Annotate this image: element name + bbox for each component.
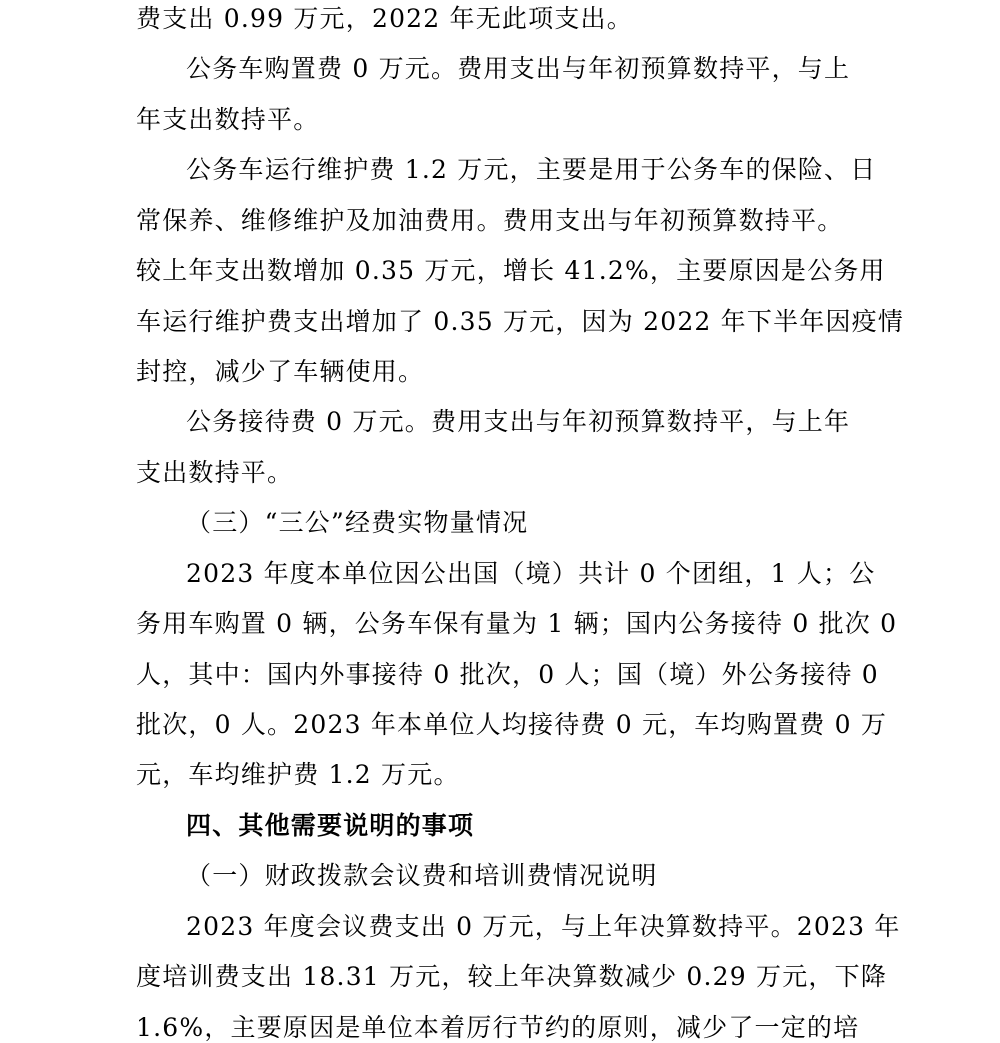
text-line: 2023 年度本单位因公出国（境）共计 0 个团组，1 人；公 <box>186 559 876 588</box>
text-line: 人，其中：国内外事接待 0 批次，0 人；国（境）外公务接待 0 <box>136 660 879 689</box>
text-line: 较上年支出数增加 0.35 万元，增长 41.2%，主要原因是公务用 <box>136 256 886 285</box>
text-line: 费支出 0.99 万元，2022 年无此项支出。 <box>136 4 633 33</box>
subheading: （一）财政拨款会议费和培训费情况说明 <box>186 861 658 890</box>
text-line: 车运行维护费支出增加了 0.35 万元，因为 2022 年下半年因疫情 <box>136 307 905 336</box>
text-line: 支出数持平。 <box>136 458 294 487</box>
subheading: （三）“三公”经费实物量情况 <box>186 508 529 537</box>
text-line: 常保养、维修维护及加油费用。费用支出与年初预算数持平。 <box>136 206 844 235</box>
text-line: 度培训费支出 18.31 万元，较上年决算数减少 0.29 万元，下降 <box>136 962 888 991</box>
text-line: 元，车均维护费 1.2 万元。 <box>136 760 460 789</box>
text-line: 公务车运行维护费 1.2 万元，主要是用于公务车的保险、日 <box>186 155 877 184</box>
text-line: 务用车购置 0 辆，公务车保有量为 1 辆；国内公务接待 0 批次 0 <box>136 609 898 638</box>
text-line: 公务接待费 0 万元。费用支出与年初预算数持平，与上年 <box>186 407 851 436</box>
section-heading: 四、其他需要说明的事项 <box>186 811 475 840</box>
text-line: 1.6%，主要原因是单位本着厉行节约的原则，减少了一定的培 <box>136 1013 860 1042</box>
text-line: 2023 年度会议费支出 0 万元，与上年决算数持平。2023 年 <box>186 912 901 941</box>
text-line: 年支出数持平。 <box>136 105 320 134</box>
text-line: 公务车购置费 0 万元。费用支出与年初预算数持平，与上 <box>186 54 851 83</box>
text-line: 批次，0 人。2023 年本单位人均接待费 0 元，车均购置费 0 万 <box>136 710 888 739</box>
text-line: 封控，减少了车辆使用。 <box>136 357 425 386</box>
